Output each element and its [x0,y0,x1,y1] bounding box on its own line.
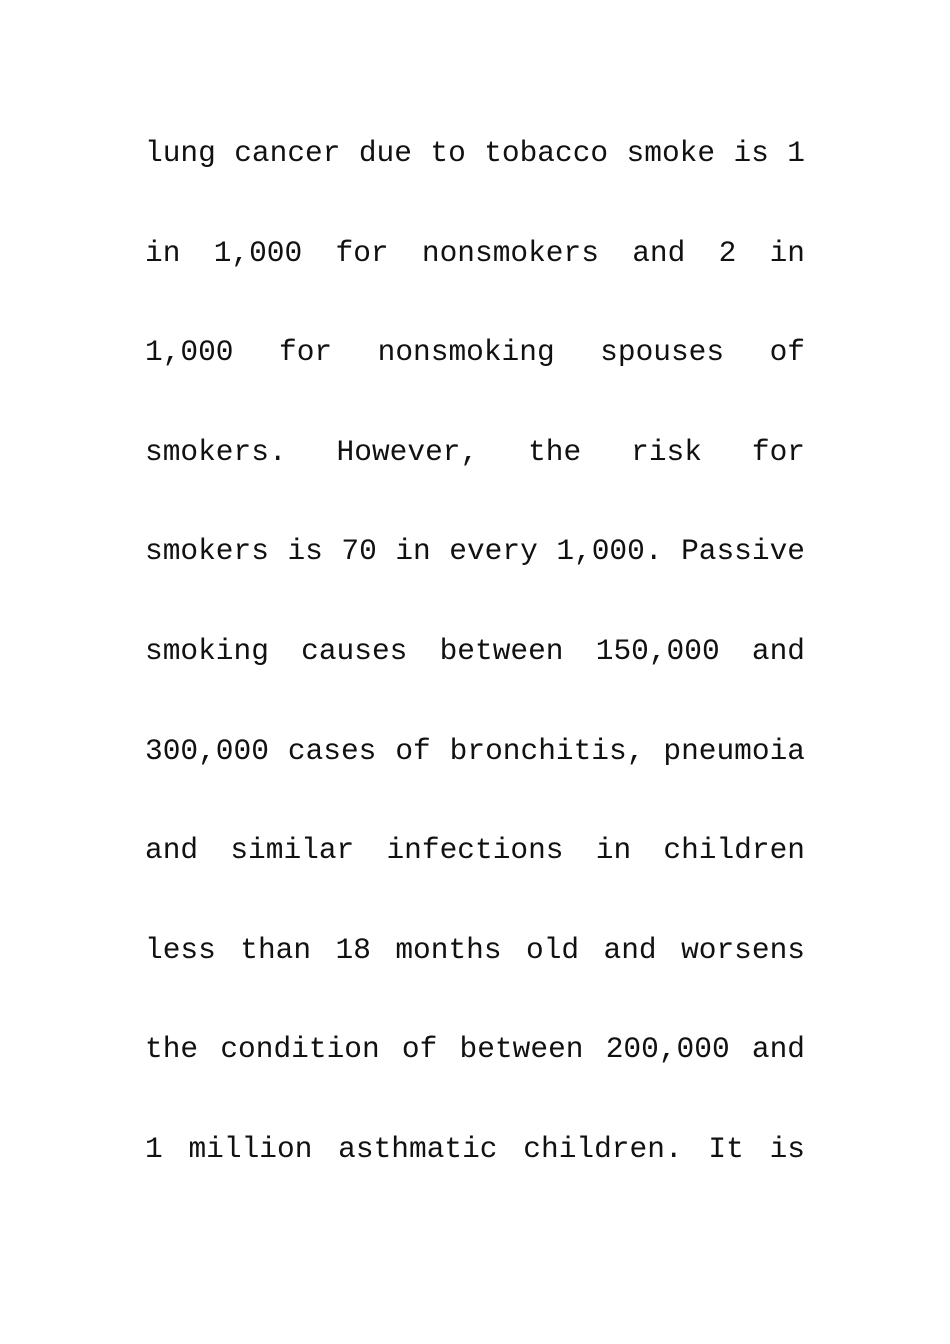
document-body [145,104,805,1200]
text-line: smoking causes between 150,000 and [145,633,805,668]
text-line: smokers. However, the risk for [145,434,805,469]
text-line: and similar infections in children [145,833,805,868]
text-line: smokers is 70 in every 1,000. Passive [145,534,805,569]
text-line: in 1,000 for nonsmokers and 2 in [145,235,805,270]
text-line: 1 million asthmatic children. It is [145,1131,805,1166]
text-line: lung cancer due to tobacco smoke is 1 [145,136,805,170]
text-line: 300,000 cases of bronchitis, pneumoia [145,733,805,768]
text-line: 1,000 for nonsmoking spouses of [145,335,805,370]
text-line: less than 18 months old and worsens [145,932,805,967]
text-line: the condition of between 200,000 and [145,1032,805,1067]
